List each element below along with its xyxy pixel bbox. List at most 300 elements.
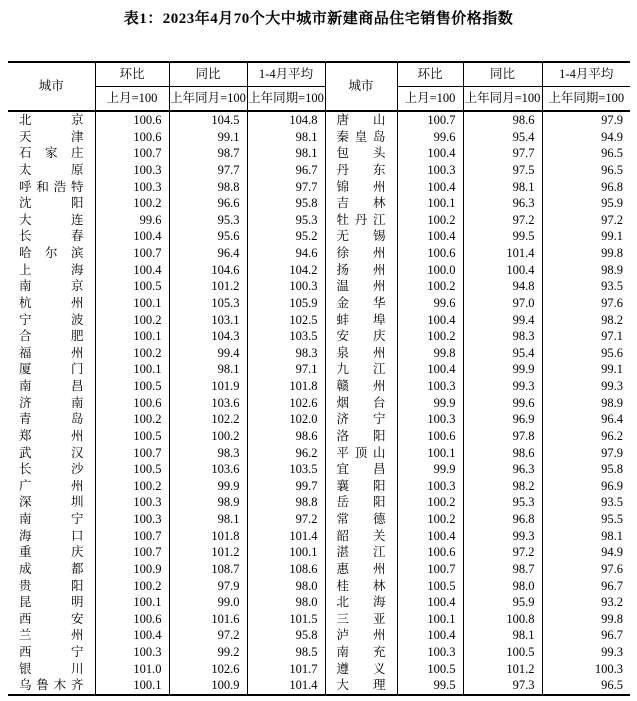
city-cell: 北京: [19, 113, 84, 127]
table-row: [8, 677, 630, 695]
value-cell: 97.7: [247, 179, 325, 196]
value-cell: 100.4: [463, 262, 542, 279]
value-cell: 100.3: [397, 378, 463, 395]
value-cell: 100.4: [95, 228, 169, 245]
city-cell: 常德: [325, 511, 397, 528]
value-cell: 98.6: [463, 445, 542, 462]
header-avg-right: 1-4月平均: [542, 62, 630, 87]
city-cell: 泉州: [325, 345, 397, 362]
value-cell: 99.9: [397, 461, 463, 478]
city-cell: 北海: [325, 594, 397, 611]
value-cell: 100.5: [397, 578, 463, 595]
value-cell: 100.5: [95, 378, 169, 395]
value-cell: 97.0: [463, 295, 542, 312]
table-row: [8, 445, 630, 462]
table-row: [8, 594, 630, 611]
city-cell: 重庆: [19, 545, 84, 560]
value-cell: 100.3: [542, 661, 630, 678]
value-cell: 96.7: [542, 627, 630, 644]
value-cell: 98.6: [247, 428, 325, 445]
value-cell: 100.7: [95, 528, 169, 545]
city-cell: 南宁: [19, 512, 84, 526]
value-cell: 96.7: [542, 578, 630, 595]
header-yoy-right: 同比: [463, 62, 542, 87]
value-cell: 101.4: [463, 245, 542, 262]
value-cell: 100.6: [397, 245, 463, 262]
value-cell: 98.1: [463, 179, 542, 196]
value-cell: 96.8: [463, 511, 542, 528]
table-row: [8, 111, 630, 129]
value-cell: 100.2: [397, 278, 463, 295]
value-cell: 97.2: [463, 544, 542, 561]
city-cell: 岳阳: [325, 494, 397, 511]
value-cell: 97.9: [542, 111, 630, 129]
value-cell: 101.7: [247, 661, 325, 678]
value-cell: 100.3: [397, 411, 463, 428]
table-row: [8, 228, 630, 245]
value-cell: 100.4: [397, 627, 463, 644]
table-row: [8, 245, 630, 262]
value-cell: 100.4: [397, 179, 463, 196]
table-row: [8, 627, 630, 644]
city-cell: 呼和浩特: [19, 179, 84, 194]
value-cell: 96.6: [169, 195, 247, 212]
city-cell: 济宁: [325, 411, 397, 428]
value-cell: 103.6: [169, 395, 247, 412]
value-cell: 98.8: [247, 494, 325, 511]
value-cell: 100.4: [397, 594, 463, 611]
value-cell: 98.1: [247, 145, 325, 162]
table-row: [8, 494, 630, 511]
value-cell: 100.1: [397, 611, 463, 628]
value-cell: 99.3: [542, 378, 630, 395]
city-cell: 丹东: [325, 162, 397, 179]
value-cell: 102.6: [169, 661, 247, 678]
table-row: [8, 345, 630, 362]
value-cell: 96.9: [542, 478, 630, 495]
value-cell: 100.6: [95, 111, 169, 129]
city-cell: 湛江: [325, 544, 397, 561]
value-cell: 101.2: [169, 544, 247, 561]
value-cell: 98.9: [542, 395, 630, 412]
value-cell: 100.5: [95, 461, 169, 478]
value-cell: 98.1: [542, 528, 630, 545]
city-cell: 广州: [19, 478, 84, 493]
table-row: [8, 179, 630, 196]
city-cell: 唐山: [325, 111, 397, 129]
value-cell: 100.4: [397, 228, 463, 245]
value-cell: 102.2: [169, 411, 247, 428]
price-index-table: [8, 61, 630, 696]
city-cell: 长沙: [19, 462, 84, 477]
value-cell: 104.3: [169, 328, 247, 345]
value-cell: 100.4: [397, 312, 463, 329]
city-cell: 三亚: [325, 611, 397, 628]
city-cell: 金华: [325, 295, 397, 312]
city-cell: 温州: [325, 278, 397, 295]
value-cell: 100.4: [95, 627, 169, 644]
value-cell: 98.1: [247, 129, 325, 146]
header-avg-left: 1-4月平均: [247, 62, 325, 87]
value-cell: 104.5: [169, 111, 247, 129]
city-cell: 青岛: [19, 412, 84, 427]
value-cell: 99.3: [463, 378, 542, 395]
value-cell: 103.5: [247, 461, 325, 478]
header-mom-right: 环比: [397, 62, 463, 87]
value-cell: 99.7: [247, 478, 325, 495]
value-cell: 100.2: [95, 578, 169, 595]
table-row: [8, 262, 630, 279]
value-cell: 99.1: [542, 228, 630, 245]
value-cell: 98.3: [247, 345, 325, 362]
city-cell: 银川: [19, 661, 84, 676]
header-yoy-base-left: 上年同月=100: [169, 87, 247, 112]
value-cell: 99.1: [169, 129, 247, 146]
city-cell: 烟台: [325, 395, 397, 412]
value-cell: 93.5: [542, 278, 630, 295]
value-cell: 100.0: [397, 262, 463, 279]
value-cell: 100.1: [247, 544, 325, 561]
value-cell: 95.6: [169, 228, 247, 245]
value-cell: 100.1: [95, 361, 169, 378]
value-cell: 100.4: [397, 145, 463, 162]
table-row: [8, 411, 630, 428]
city-cell: 深圳: [19, 495, 84, 510]
table-row: [8, 361, 630, 378]
value-cell: 100.1: [95, 677, 169, 695]
value-cell: 101.9: [169, 378, 247, 395]
table-row: [8, 278, 630, 295]
table-row: [8, 644, 630, 661]
value-cell: 99.4: [169, 345, 247, 362]
value-cell: 97.1: [542, 328, 630, 345]
value-cell: 97.9: [169, 578, 247, 595]
header-mom-left: 环比: [95, 62, 169, 87]
value-cell: 104.6: [169, 262, 247, 279]
value-cell: 98.2: [542, 312, 630, 329]
value-cell: 105.9: [247, 295, 325, 312]
city-cell: 西宁: [19, 645, 84, 659]
city-cell: 包头: [325, 145, 397, 162]
value-cell: 96.4: [542, 411, 630, 428]
value-cell: 102.6: [247, 395, 325, 412]
value-cell: 95.4: [463, 129, 542, 146]
city-cell: 福州: [19, 345, 84, 360]
value-cell: 95.5: [542, 511, 630, 528]
value-cell: 100.2: [397, 511, 463, 528]
value-cell: 100.6: [95, 611, 169, 628]
value-cell: 100.2: [95, 411, 169, 428]
city-cell: 哈尔滨: [19, 246, 84, 260]
table-row: [8, 428, 630, 445]
value-cell: 100.7: [95, 445, 169, 462]
value-cell: 99.5: [397, 677, 463, 695]
value-cell: 100.1: [397, 195, 463, 212]
value-cell: 100.1: [95, 594, 169, 611]
table-row: [8, 478, 630, 495]
value-cell: 96.3: [463, 461, 542, 478]
value-cell: 100.5: [95, 428, 169, 445]
city-cell: 赣州: [325, 378, 397, 395]
value-cell: 98.3: [169, 445, 247, 462]
value-cell: 97.6: [542, 295, 630, 312]
value-cell: 94.6: [247, 245, 325, 262]
value-cell: 98.9: [169, 494, 247, 511]
table-row: [8, 145, 630, 162]
city-cell: 无锡: [325, 228, 397, 245]
table-row: [8, 511, 630, 528]
value-cell: 96.7: [247, 162, 325, 179]
city-cell: 郑州: [19, 428, 84, 443]
table-row: [8, 195, 630, 212]
city-cell: 平顶山: [325, 445, 397, 462]
value-cell: 104.8: [247, 111, 325, 129]
value-cell: 100.7: [95, 544, 169, 561]
value-cell: 99.6: [95, 212, 169, 229]
value-cell: 94.8: [463, 278, 542, 295]
header-mom-base-right: 上月=100: [397, 87, 463, 112]
value-cell: 99.9: [169, 478, 247, 495]
value-cell: 93.5: [542, 494, 630, 511]
value-cell: 105.3: [169, 295, 247, 312]
city-cell: 秦皇岛: [325, 129, 397, 146]
table-row: [8, 378, 630, 395]
header-avg-base-left: 上年同期=100: [247, 87, 325, 112]
city-cell: 南充: [325, 644, 397, 661]
table-body: [8, 111, 630, 695]
value-cell: 100.5: [397, 661, 463, 678]
value-cell: 97.8: [463, 428, 542, 445]
value-cell: 104.2: [247, 262, 325, 279]
value-cell: 100.3: [95, 162, 169, 179]
value-cell: 100.3: [95, 644, 169, 661]
city-cell: 安庆: [325, 328, 397, 345]
value-cell: 97.6: [542, 561, 630, 578]
city-cell: 海口: [19, 528, 84, 543]
value-cell: 108.7: [169, 561, 247, 578]
city-cell: 杭州: [19, 295, 84, 310]
value-cell: 101.4: [247, 528, 325, 545]
table-row: [8, 578, 630, 595]
table-row: [8, 661, 630, 678]
table-row: [8, 129, 630, 146]
value-cell: 98.0: [463, 578, 542, 595]
value-cell: 100.1: [95, 328, 169, 345]
table-row: [8, 328, 630, 345]
city-cell: 西安: [19, 611, 84, 626]
value-cell: 100.6: [397, 428, 463, 445]
value-cell: 93.2: [542, 594, 630, 611]
value-cell: 100.3: [397, 644, 463, 661]
value-cell: 98.1: [169, 361, 247, 378]
value-cell: 99.2: [169, 644, 247, 661]
value-cell: 100.3: [95, 511, 169, 528]
value-cell: 99.8: [397, 345, 463, 362]
value-cell: 96.2: [247, 445, 325, 462]
value-cell: 101.2: [169, 278, 247, 295]
city-cell: 蚌埠: [325, 312, 397, 329]
header-avg-base-right: 上年同期=100: [542, 87, 630, 112]
value-cell: 102.5: [247, 312, 325, 329]
value-cell: 99.4: [463, 312, 542, 329]
value-cell: 97.5: [463, 162, 542, 179]
city-cell: 洛阳: [325, 428, 397, 445]
value-cell: 95.4: [463, 345, 542, 362]
city-cell: 厦门: [19, 362, 84, 377]
value-cell: 95.9: [463, 594, 542, 611]
value-cell: 100.4: [397, 528, 463, 545]
value-cell: 95.2: [247, 228, 325, 245]
value-cell: 99.9: [463, 361, 542, 378]
header-mom-base-left: 上月=100: [95, 87, 169, 112]
value-cell: 95.3: [463, 494, 542, 511]
value-cell: 95.3: [169, 212, 247, 229]
value-cell: 98.9: [542, 262, 630, 279]
value-cell: 100.4: [95, 262, 169, 279]
value-cell: 100.6: [95, 395, 169, 412]
value-cell: 99.6: [397, 129, 463, 146]
value-cell: 100.5: [95, 278, 169, 295]
value-cell: 98.7: [463, 561, 542, 578]
city-cell: 石家庄: [19, 146, 84, 161]
table-header: [8, 62, 630, 111]
city-cell: 南昌: [19, 379, 84, 393]
value-cell: 96.8: [542, 179, 630, 196]
value-cell: 100.6: [397, 544, 463, 561]
value-cell: 96.5: [542, 145, 630, 162]
value-cell: 97.2: [463, 212, 542, 229]
value-cell: 98.1: [169, 511, 247, 528]
city-cell: 泸州: [325, 627, 397, 644]
value-cell: 95.8: [247, 627, 325, 644]
value-cell: 98.6: [463, 111, 542, 129]
value-cell: 100.7: [397, 111, 463, 129]
value-cell: 100.2: [397, 494, 463, 511]
value-cell: 101.0: [95, 661, 169, 678]
city-cell: 襄阳: [325, 478, 397, 495]
value-cell: 100.2: [169, 428, 247, 445]
value-cell: 97.2: [542, 212, 630, 229]
value-cell: 100.7: [95, 245, 169, 262]
city-cell: 太原: [19, 162, 84, 177]
table-row: [8, 528, 630, 545]
value-cell: 99.3: [463, 528, 542, 545]
city-cell: 昆明: [19, 595, 84, 610]
value-cell: 100.3: [247, 278, 325, 295]
table-row: [8, 162, 630, 179]
city-cell: 扬州: [325, 262, 397, 279]
value-cell: 100.2: [95, 312, 169, 329]
value-cell: 103.1: [169, 312, 247, 329]
value-cell: 100.7: [397, 561, 463, 578]
value-cell: 97.1: [247, 361, 325, 378]
value-cell: 95.6: [542, 345, 630, 362]
header-row-1: [8, 62, 630, 87]
value-cell: 100.9: [169, 677, 247, 695]
value-cell: 101.8: [169, 528, 247, 545]
value-cell: 100.2: [95, 478, 169, 495]
value-cell: 99.5: [463, 228, 542, 245]
table-row: [8, 212, 630, 229]
value-cell: 94.9: [542, 129, 630, 146]
value-cell: 100.1: [397, 445, 463, 462]
value-cell: 99.8: [542, 245, 630, 262]
city-cell: 兰州: [19, 628, 84, 643]
value-cell: 99.6: [463, 395, 542, 412]
value-cell: 99.9: [397, 395, 463, 412]
value-cell: 97.2: [169, 627, 247, 644]
city-cell: 沈阳: [19, 196, 84, 211]
value-cell: 101.6: [169, 611, 247, 628]
value-cell: 95.9: [542, 195, 630, 212]
value-cell: 100.2: [397, 212, 463, 229]
value-cell: 100.5: [463, 644, 542, 661]
value-cell: 95.8: [542, 461, 630, 478]
value-cell: 97.7: [463, 145, 542, 162]
table-row: [8, 312, 630, 329]
city-cell: 宁波: [19, 312, 84, 327]
city-cell: 成都: [19, 561, 84, 576]
value-cell: 101.8: [247, 378, 325, 395]
city-cell: 合肥: [19, 329, 84, 344]
value-cell: 100.3: [397, 162, 463, 179]
header-city-right: 城市: [325, 62, 397, 111]
value-cell: 100.8: [463, 611, 542, 628]
value-cell: 103.6: [169, 461, 247, 478]
value-cell: 97.7: [169, 162, 247, 179]
value-cell: 103.5: [247, 328, 325, 345]
value-cell: 101.5: [247, 611, 325, 628]
value-cell: 98.2: [463, 478, 542, 495]
value-cell: 99.0: [169, 594, 247, 611]
value-cell: 96.5: [542, 677, 630, 695]
value-cell: 96.5: [542, 162, 630, 179]
value-cell: 99.3: [542, 644, 630, 661]
city-cell: 上海: [19, 262, 84, 277]
value-cell: 97.3: [463, 677, 542, 695]
city-cell: 徐州: [325, 245, 397, 262]
value-cell: 100.2: [95, 345, 169, 362]
city-cell: 天津: [19, 129, 84, 144]
table-row: [8, 395, 630, 412]
table-row: [8, 544, 630, 561]
value-cell: 108.6: [247, 561, 325, 578]
city-cell: 乌鲁木齐: [19, 678, 84, 693]
city-cell: 贵阳: [19, 578, 84, 593]
value-cell: 99.6: [397, 295, 463, 312]
city-cell: 南京: [19, 279, 84, 294]
header-row-2: [8, 87, 630, 112]
value-cell: 98.3: [463, 328, 542, 345]
value-cell: 101.4: [247, 677, 325, 695]
value-cell: 96.4: [169, 245, 247, 262]
value-cell: 100.3: [397, 478, 463, 495]
city-cell: 济南: [19, 395, 84, 410]
value-cell: 101.2: [463, 661, 542, 678]
value-cell: 98.0: [247, 594, 325, 611]
city-cell: 大理: [325, 677, 397, 695]
value-cell: 100.1: [95, 295, 169, 312]
value-cell: 94.9: [542, 544, 630, 561]
value-cell: 95.3: [247, 212, 325, 229]
city-cell: 牡丹江: [325, 212, 397, 229]
value-cell: 98.5: [247, 644, 325, 661]
table-row: [8, 461, 630, 478]
value-cell: 96.9: [463, 411, 542, 428]
value-cell: 98.8: [169, 179, 247, 196]
value-cell: 100.9: [95, 561, 169, 578]
value-cell: 98.7: [169, 145, 247, 162]
